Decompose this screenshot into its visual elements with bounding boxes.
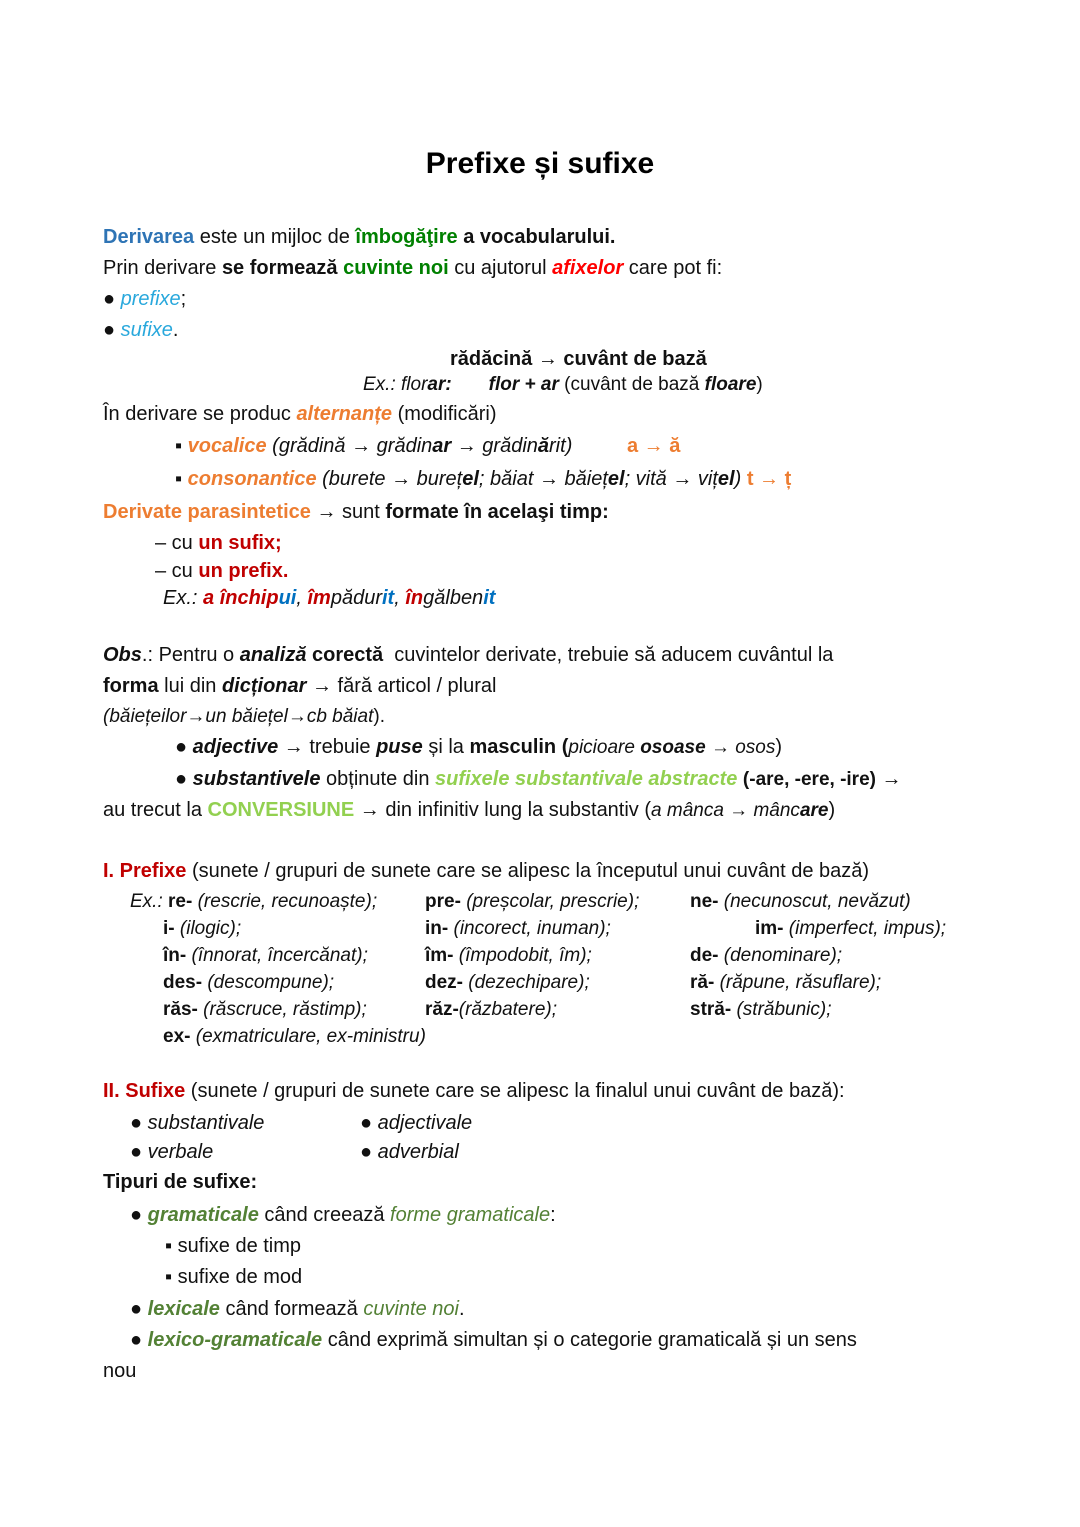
text-run: nou [103,1360,137,1382]
text-run: (-are, -ere, -ire) [742,769,876,790]
text-run: ) [775,736,783,758]
text-run [425,996,557,1023]
text-run: afixelor [552,257,624,279]
bullet-sufixe [0,315,1080,346]
text-run: (împodobit, îm); [458,945,592,966]
text-run: ). [373,706,385,727]
text-run: forme gramaticale [390,1204,551,1226]
text-run: flor + ar [488,374,559,395]
text-run: adjectivale [377,1112,473,1134]
text-run: ● [175,768,193,790]
text-run: grădină → grădin [278,435,433,457]
text-run: sufixele substantivale abstracte [435,768,738,790]
derivate-parasintetice-line [0,496,1080,528]
text-run: adverbial [377,1141,459,1163]
text-run: ( [316,468,329,490]
text-run: im- [755,918,789,939]
text-run: (incorect, inuman); [453,918,611,939]
text-run: (străbunic); [736,999,832,1020]
text-run: gramaticale [147,1204,259,1226]
text-run: ● [130,1141,148,1163]
text-run: prefixe [120,288,181,310]
text-run: ● [130,1112,148,1134]
text-run: Derivate parasintetice [103,501,311,523]
text-run [755,915,946,942]
text-run: în [405,587,424,609]
sufixe-heading [0,1075,1080,1108]
adjective-line [0,732,1080,763]
text-run: : [250,1171,258,1193]
text-run: ● [360,1112,378,1134]
text-run: în- [163,945,192,966]
text-run [163,969,334,996]
text-run: este un mijloc de [194,226,356,248]
text-run: el [607,468,625,490]
text-run: picioare [568,737,641,758]
text-run: îm- [425,945,459,966]
text-run: a mânca → mânc [651,800,800,821]
sufixe-types-row-1 [0,1108,1080,1139]
prefix-table-row-3 [0,942,1080,969]
text-run [130,888,377,915]
text-run: are [799,800,829,821]
intro-line-2 [0,253,1080,284]
alternante-line [0,398,1080,430]
bullet-prefixe [0,284,1080,315]
text-run [452,374,489,395]
sufixe-types-row-2 [0,1139,1080,1166]
text-run: a → ă [627,435,681,457]
text-run: când creează [258,1204,391,1226]
text-run: când formează [219,1298,364,1320]
text-run: dicționar [221,675,307,697]
text-run: → grădin [451,435,538,457]
text-run [360,1108,472,1139]
text-run: ; băiat → băieț [478,468,608,490]
text-run: se formează [221,257,344,279]
text-run: → din infinitiv lung la substantiv ( [354,799,652,821]
text-run: lexico-gramaticale [147,1329,323,1351]
text-run: cuvintelor derivate, trebuie să aducem cuvântul la [383,644,834,666]
text-run: corectă [312,644,384,666]
text-run: răz- [425,999,459,1020]
text-run: in- [425,918,454,939]
text-run: (exmatriculare, ex-ministru) [195,1026,426,1047]
text-run: (denominare); [723,945,843,966]
radacina-line [0,346,1080,372]
cu-un-sufix-line [0,528,1080,558]
text-run: ▪ [175,435,188,457]
text-run: Ex.: flor [363,374,428,395]
text-run: Tipuri de sufixe [103,1171,251,1193]
text-run: răs- [163,999,204,1020]
text-run: (înnorat, încercănat); [191,945,368,966]
text-run: consonantice [187,468,317,490]
text-run: cuvinte noi [363,1298,459,1320]
text-run: ● [130,1298,148,1320]
text-run: (cuvânt de bază [558,374,705,395]
text-run [690,888,911,915]
text-run: → trebuie [278,736,377,758]
text-run: el [462,468,479,490]
vocalice-line [0,430,1080,463]
text-run: substantivele [192,768,321,790]
text-run: I. Prefixe [103,860,187,882]
text-run: floare [704,374,757,395]
text-run: → osos [705,737,776,758]
text-run: CONVERSIUNE [207,799,355,821]
text-run: t → ț [741,468,792,490]
text-run: i- [163,918,180,939]
text-run: ▪ sufixe de mod [165,1266,303,1288]
text-run: forma [103,675,159,697]
text-run: ) [734,468,742,490]
text-run: pre- [425,891,467,912]
text-run [163,915,241,942]
text-run: stră- [690,999,737,1020]
text-run: (modificări) [392,403,497,425]
text-run: un prefix. [198,560,289,582]
text-run: it [382,587,395,609]
text-run: (răscruce, răstimp); [203,999,367,1020]
text-run: gălben [423,587,484,609]
text-run: ● [360,1141,378,1163]
text-run: pădur [330,587,382,609]
text-run: îm [307,587,331,609]
text-run: re- [168,891,198,912]
text-run: adjective [192,736,279,758]
text-run: verbale [147,1141,214,1163]
text-run: ● [175,736,193,758]
text-run: ) [756,374,763,395]
text-run: (sunete / grupuri de sunete care se alipesc la finalul unui cuvânt de bază): [185,1080,845,1102]
intro-line-1 [0,222,1080,253]
text-run [690,996,832,1023]
prefix-table-row-6 [0,1023,1080,1050]
text-run [163,942,368,969]
text-run: rădăcină → cuvânt de bază [450,348,707,370]
tipuri-de-sufixe-heading [0,1166,1080,1199]
text-run [425,942,592,969]
text-run: substantivale [147,1112,265,1134]
text-run: sufixe [120,319,173,341]
text-run [425,915,611,942]
text-run [690,969,881,996]
text-run: ( [266,435,279,457]
text-run [130,1108,264,1139]
lexicale-line [0,1293,1080,1325]
text-run [425,888,639,915]
text-run: II. Sufixe [103,1080,186,1102]
text-run [360,1139,459,1166]
text-run: ră- [690,972,720,993]
text-run: alternanțe [296,403,393,425]
text-run: → fără articol / plural [306,675,497,697]
text-run: osoase [640,737,706,758]
prefix-table-row-5 [0,996,1080,1023]
text-run: el [717,468,735,490]
lexico-gramaticale-line [0,1325,1080,1356]
conversiune-line [0,795,1080,826]
text-run: ar [432,435,452,457]
text-run: ; vită → viț [624,468,718,490]
text-run: dez- [425,972,469,993]
text-run: burete → bureț [328,468,463,490]
text-run: ar: [427,374,452,395]
text-run: de- [690,945,724,966]
prefix-table-row-1 [0,888,1080,915]
text-run: Prin derivare [103,257,222,279]
text-run: masculin ( [469,736,569,758]
text-run: . [458,1298,465,1320]
text-run: it [483,587,496,609]
text-run: cu ajutorul [448,257,553,279]
text-run: care pot fi: [623,257,723,279]
text-run: obținute din [320,768,435,790]
obs-line-1 [0,640,1080,671]
text-run: → sunt [310,501,386,523]
text-run: des- [163,972,208,993]
text-run: Obs [103,644,142,666]
text-run: un sufix; [198,532,282,554]
text-run: ui [278,587,297,609]
text-run: lexicale [147,1298,220,1320]
text-run: , [394,587,406,609]
cu-un-prefix-line [0,558,1080,585]
page-title: Prefixe și sufixe [425,147,655,180]
text-run [690,942,842,969]
text-run: (preșcolar, prescrie); [466,891,640,912]
text-run: ▪ [175,468,188,490]
obs-line-3 [0,702,1080,732]
text-run: Ex.: [130,891,169,912]
text-run: lui din [158,675,222,697]
text-run: (dezechipare); [468,972,590,993]
text-run: (rescrie, recunoaște); [197,891,378,912]
prefix-table-row-2 [0,915,1080,942]
sufixe-de-timp-line [0,1231,1080,1261]
text-run [163,1023,426,1050]
text-run: analiză [239,644,307,666]
nou-line [0,1356,1080,1387]
obs-line-2 [0,671,1080,702]
text-run: ▪ sufixe de timp [165,1235,302,1257]
text-run: (băiețeilor→un băiețel→cb băiat [103,706,374,727]
prefixe-heading [0,855,1080,888]
text-run: → [875,768,902,790]
text-run: (răzbatere); [458,999,557,1020]
substantivele-line [0,763,1080,795]
ex-florar-line [0,372,1080,398]
consonantice-line [0,463,1080,496]
text-run: ) [565,435,573,457]
text-run: ex- [163,1026,196,1047]
text-run: .: Pentru o [141,644,240,666]
text-run: îmbogăţire [355,226,458,248]
text-run: Ex.: [163,587,204,609]
text-run: ● [130,1329,148,1351]
gramaticale-line [0,1199,1080,1231]
text-run: și la [422,736,470,758]
text-run: rit [549,435,566,457]
text-run: – cu [155,560,199,582]
text-run: ) [828,799,836,821]
text-run: (necunoscut, nevăzut) [723,891,911,912]
text-run: când exprimă simultan și o categorie gramaticală și un sens [322,1329,857,1351]
text-run: Derivarea [103,226,195,248]
text-run [425,969,590,996]
prefix-table-row-4 [0,969,1080,996]
text-run: formate în acelaşi timp: [385,501,609,523]
sufixe-de-mod-line [0,1261,1080,1293]
text-run: (sunete / grupuri de sunete care se alipesc la începutul unui cuvânt de bază) [186,860,870,882]
text-run: , [296,587,308,609]
text-run [130,1139,213,1166]
text-run: ● [103,319,121,341]
text-run: ; [180,288,187,310]
ex-parasintetice-line [0,585,1080,611]
text-run [163,996,367,1023]
text-run: (răpune, răsuflare); [719,972,882,993]
text-run: cuvinte noi [343,257,449,279]
document-body [0,222,1080,1387]
text-run: a închip [203,587,279,609]
text-run: au trecut la [103,799,208,821]
text-run: vocalice [187,435,267,457]
text-run: – cu [155,532,199,554]
text-run: puse [376,736,423,758]
text-run: ă [537,435,550,457]
text-run: : [550,1204,556,1226]
text-run: ne- [690,891,724,912]
text-run: ● [130,1204,148,1226]
text-run: ● [103,288,121,310]
text-run: (descompune); [207,972,335,993]
text-run: (ilogic); [179,918,242,939]
text-run: (imperfect, impus); [788,918,947,939]
text-run: În derivare se produc [103,403,297,425]
text-run: a vocabularului. [457,226,616,248]
text-run: . [172,319,179,341]
